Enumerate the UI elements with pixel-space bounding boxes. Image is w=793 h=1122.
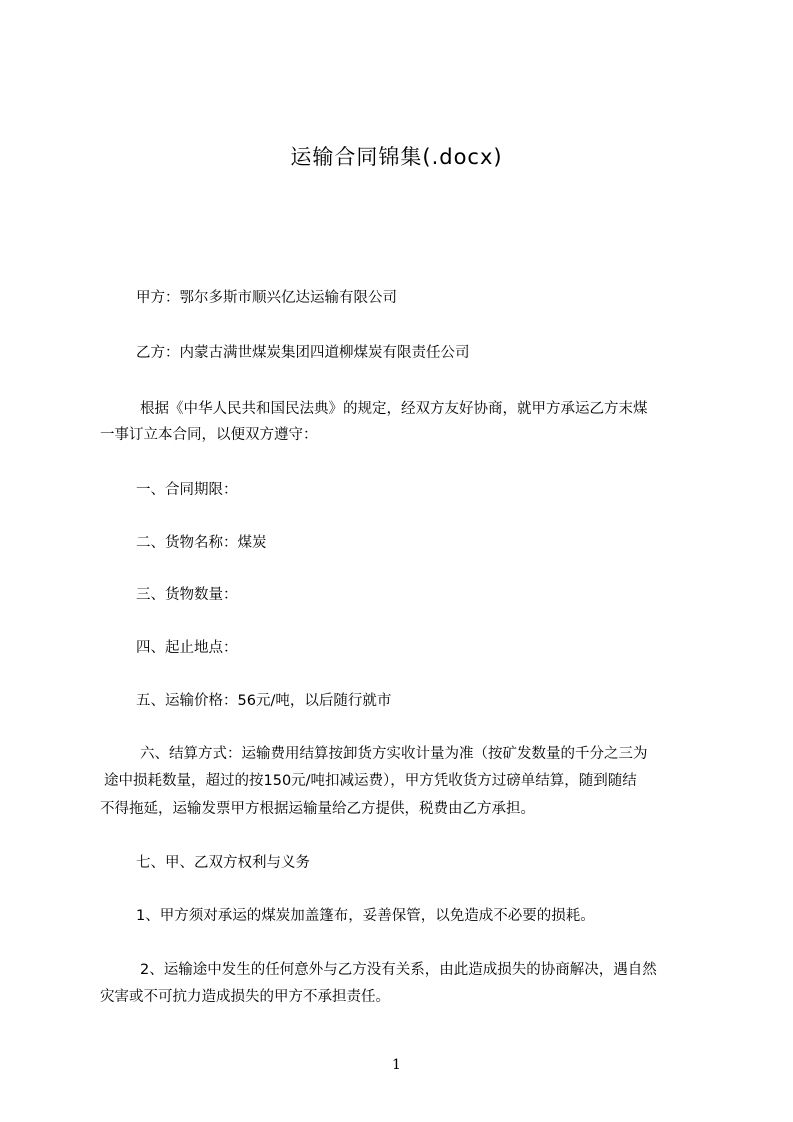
settlement-line-2: 途中损耗数量，超过的按150元/吨扣减运费），甲方凭收货方过磅单结算，随到随结 <box>104 773 637 789</box>
clause-goods-name: 二、货物名称：煤炭 <box>136 535 267 551</box>
preamble-line-1: 根据《中华人民共和国民法典》的规定，经双方友好协商，就甲方承运乙方末煤 <box>140 401 648 417</box>
clause-price: 五、运输价格：56元/吨，以后随行就市 <box>136 693 392 709</box>
page-number: 1 <box>392 1057 401 1073</box>
clause-quantity: 三、货物数量： <box>136 587 238 603</box>
preamble-line-2: 一事订立本合同，以便双方遵守： <box>100 427 318 443</box>
rights-item-2-line-2: 灾害或不可抗力造成损失的甲方不承担责任。 <box>100 989 390 1005</box>
clause-term: 一、合同期限： <box>136 482 238 498</box>
settlement-line-1: 六、结算方式：运输费用结算按卸货方实收计量为准（按矿发数量的千分之三为 <box>140 746 648 762</box>
document-title: 运输合同锦集(.docx) <box>290 145 503 169</box>
clause-locations: 四、起止地点： <box>136 640 238 656</box>
party-a-line: 甲方：鄂尔多斯市顺兴亿达运输有限公司 <box>136 290 397 306</box>
settlement-line-3: 不得拖延，运输发票甲方根据运输量给乙方提供，税费由乙方承担。 <box>100 801 535 817</box>
party-b-line: 乙方：内蒙古满世煤炭集团四道柳煤炭有限责任公司 <box>136 345 470 361</box>
rights-item-1: 1、甲方须对承运的煤炭加盖篷布，妥善保管，以免造成不必要的损耗。 <box>136 908 595 924</box>
rights-item-2-line-1: 2、运输途中发生的任何意外与乙方没有关系，由此造成损失的协商解决，遇自然 <box>140 962 657 978</box>
clause-rights-heading: 七、甲、乙双方权利与义务 <box>136 855 310 871</box>
